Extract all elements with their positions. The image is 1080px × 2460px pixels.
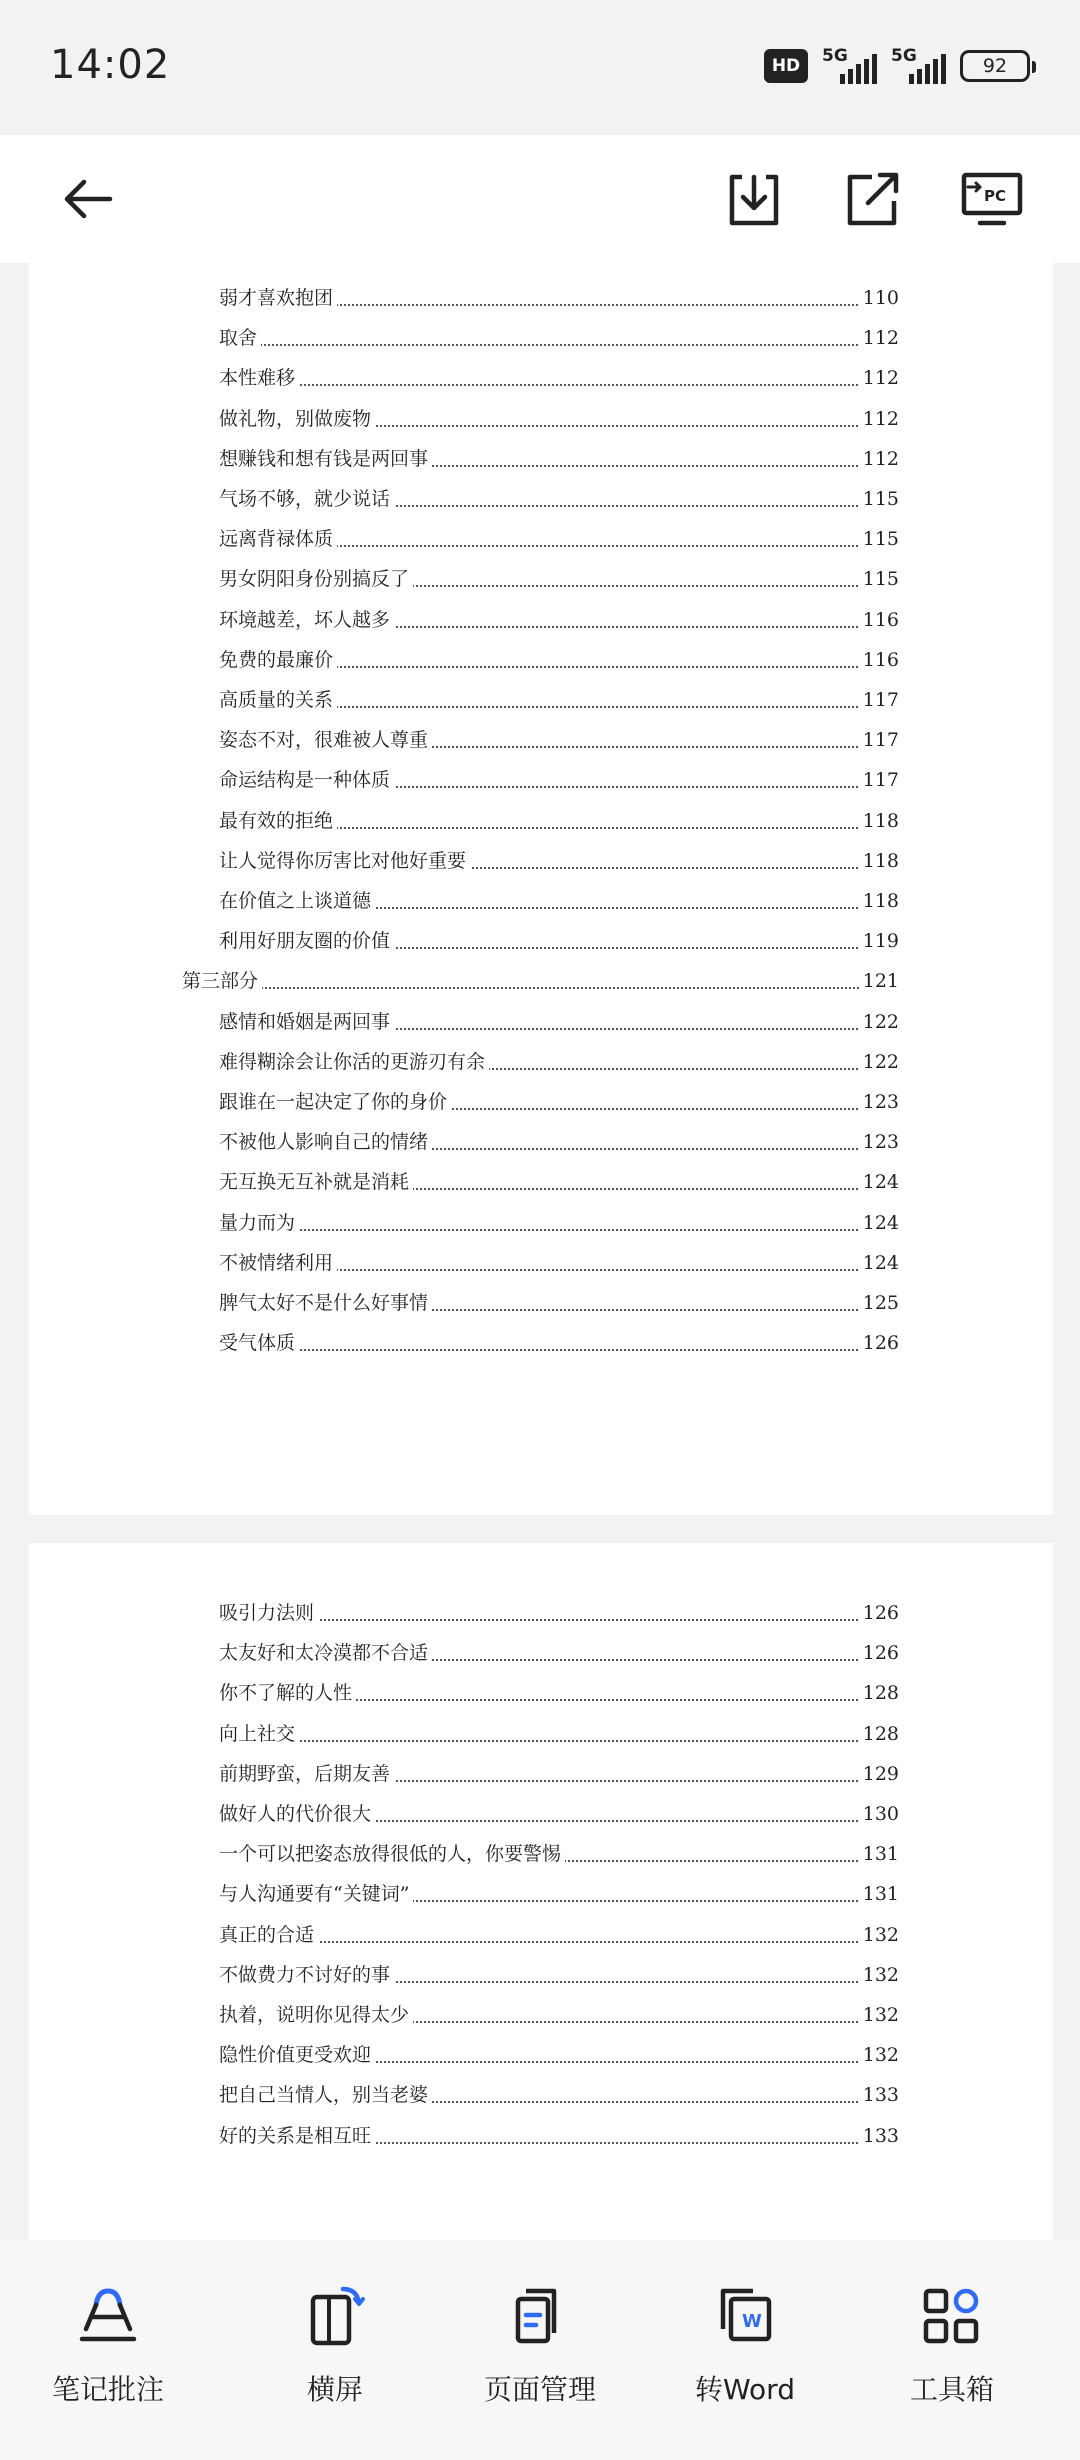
toc-entry[interactable] bbox=[29, 760, 1053, 800]
toc-entry-page-number: 122 bbox=[859, 1042, 899, 1082]
toc-entry[interactable] bbox=[29, 1794, 1053, 1834]
toc-entry[interactable] bbox=[29, 1122, 1053, 1162]
toc-entry[interactable] bbox=[29, 519, 1053, 559]
toc-entry[interactable] bbox=[29, 399, 1053, 439]
signal-5g-icon-2 bbox=[891, 48, 946, 84]
convert-word-button[interactable] bbox=[660, 2280, 830, 2420]
toc-entry-page-number: 122 bbox=[859, 1002, 899, 1042]
toc-entry[interactable] bbox=[29, 479, 1053, 519]
toc-entry[interactable] bbox=[29, 2035, 1053, 2075]
convert-word-label: 转Word bbox=[695, 2373, 795, 2406]
network-type-label-2: 5G bbox=[891, 46, 917, 66]
toc-entry-page-number: 123 bbox=[859, 1082, 899, 1122]
toc-entry-title: 在价值之上谈道德 bbox=[219, 881, 375, 921]
toc-entry[interactable] bbox=[29, 600, 1053, 640]
toc-entry-title: 取舍 bbox=[219, 318, 261, 358]
pdf-page bbox=[29, 1543, 1053, 2240]
toc-entry-title: 做好人的代价很大 bbox=[219, 1794, 375, 1834]
annotate-label: 笔记批注 bbox=[51, 2373, 164, 2406]
toc-entry[interactable] bbox=[29, 2075, 1053, 2115]
download-button[interactable] bbox=[706, 151, 802, 247]
toc-entry-page-number: 112 bbox=[859, 399, 899, 439]
toolbox-label: 工具箱 bbox=[909, 2373, 994, 2406]
toc-entry-title: 把自己当情人，别当老婆 bbox=[219, 2075, 432, 2115]
toc-entry[interactable] bbox=[29, 1754, 1053, 1794]
toc-entry-title: 真正的合适 bbox=[219, 1915, 318, 1955]
toc-leader-dots bbox=[219, 1941, 898, 1943]
toc-entry-page-number: 115 bbox=[859, 519, 899, 559]
toc-entry-page-number: 133 bbox=[859, 2075, 899, 2115]
toc-entry[interactable] bbox=[29, 1243, 1053, 1283]
toc-entry-page-number: 130 bbox=[859, 1794, 899, 1834]
toc-entry-page-number: 117 bbox=[859, 720, 899, 760]
arrow-left-icon bbox=[58, 169, 118, 229]
toc-entry-title: 弱才喜欢抱团 bbox=[219, 278, 337, 318]
toc-entry[interactable] bbox=[29, 1082, 1053, 1122]
toc-entry-title: 隐性价值更受欢迎 bbox=[219, 2035, 375, 2075]
toc-entry-page-number: 112 bbox=[859, 358, 899, 398]
toc-entry-title: 远离背禄体质 bbox=[219, 519, 337, 559]
download-icon bbox=[724, 169, 784, 229]
toc-entry-page-number: 128 bbox=[859, 1714, 899, 1754]
toc-leader-dots bbox=[219, 1349, 898, 1351]
cast-pc-icon bbox=[960, 169, 1024, 229]
toc-entry-page-number: 123 bbox=[859, 1122, 899, 1162]
toc-entry[interactable] bbox=[29, 1714, 1053, 1754]
toc-entry-page-number: 116 bbox=[859, 600, 899, 640]
toc-entry-page-number: 121 bbox=[859, 961, 899, 1001]
toc-entry-page-number: 132 bbox=[859, 1995, 899, 2035]
toc-entry[interactable] bbox=[29, 1834, 1053, 1874]
cast-pc-label: PC bbox=[984, 187, 1007, 205]
toc-entry[interactable] bbox=[29, 881, 1053, 921]
toc-entry[interactable] bbox=[29, 841, 1053, 881]
toc-leader-dots bbox=[219, 344, 898, 346]
toc-entry[interactable] bbox=[29, 1203, 1053, 1243]
toc-entry-page-number: 131 bbox=[859, 1874, 899, 1914]
toc-entry-title: 太友好和太冷漠都不合适 bbox=[219, 1633, 432, 1673]
toc-entry-title: 向上社交 bbox=[219, 1714, 299, 1754]
toc-entry-title: 感情和婚姻是两回事 bbox=[219, 1002, 394, 1042]
toc-entry[interactable] bbox=[29, 358, 1053, 398]
toc-entry-title: 第三部分 bbox=[182, 961, 262, 1001]
toc-entry-title: 不被他人影响自己的情绪 bbox=[219, 1122, 432, 1162]
document-viewer[interactable] bbox=[0, 263, 1080, 2240]
toc-entry-title: 量力而为 bbox=[219, 1203, 299, 1243]
toc-entry[interactable] bbox=[29, 559, 1053, 599]
toc-entry[interactable] bbox=[29, 1673, 1053, 1713]
toc-entry-title: 你不了解的人性 bbox=[219, 1673, 356, 1713]
toc-entry-page-number: 132 bbox=[859, 2035, 899, 2075]
toc-entry[interactable] bbox=[29, 961, 1053, 1001]
word-badge: W bbox=[742, 2311, 762, 2332]
bottom-toolbar bbox=[0, 2240, 1080, 2460]
toc-entry-title: 好的关系是相互旺 bbox=[219, 2116, 375, 2156]
toc-entry-title: 与人沟通要有“关键词” bbox=[219, 1874, 413, 1914]
toc-entry[interactable] bbox=[29, 1633, 1053, 1673]
toc-entry[interactable] bbox=[29, 1955, 1053, 1995]
toc-entry[interactable] bbox=[29, 2116, 1053, 2156]
toc-entry[interactable] bbox=[29, 720, 1053, 760]
rotate-landscape-icon bbox=[300, 2280, 370, 2350]
back-button[interactable] bbox=[40, 151, 136, 247]
landscape-label: 横屏 bbox=[306, 2373, 363, 2406]
toc-entry-title: 姿态不对，很难被人尊重 bbox=[219, 720, 432, 760]
toc-entry-title: 免费的最廉价 bbox=[219, 640, 337, 680]
toc-entry-title: 让人觉得你厉害比对他好重要 bbox=[219, 841, 470, 881]
toc-entry-page-number: 115 bbox=[859, 479, 899, 519]
toc-entry-title: 跟谁在一起决定了你的身价 bbox=[219, 1082, 451, 1122]
toc-entry-title: 脾气太好不是什么好事情 bbox=[219, 1283, 432, 1323]
toc-entry-page-number: 133 bbox=[859, 2116, 899, 2156]
toc-entry[interactable] bbox=[29, 1162, 1053, 1202]
toc-entry-title: 命运结构是一种体质 bbox=[219, 760, 394, 800]
convert-word-icon bbox=[710, 2280, 780, 2350]
toc-entry-title: 受气体质 bbox=[219, 1323, 299, 1363]
toc-entry-title: 想赚钱和想有钱是两回事 bbox=[219, 439, 432, 479]
toc-entry-title: 气场不够，就少说话 bbox=[219, 479, 394, 519]
toc-entry-page-number: 124 bbox=[859, 1243, 899, 1283]
toc-entry-page-number: 110 bbox=[859, 278, 899, 318]
page-manage-icon bbox=[505, 2280, 575, 2350]
battery-icon bbox=[960, 50, 1030, 82]
status-bar bbox=[0, 0, 1080, 135]
toc-entry-page-number: 126 bbox=[859, 1593, 899, 1633]
toc-leader-dots bbox=[219, 384, 898, 386]
toc-entry-page-number: 128 bbox=[859, 1673, 899, 1713]
toc-entry-page-number: 117 bbox=[859, 680, 899, 720]
toc-entry[interactable] bbox=[29, 680, 1053, 720]
toc-entry[interactable] bbox=[29, 1323, 1053, 1363]
toc-entry[interactable] bbox=[29, 640, 1053, 680]
toc-entry[interactable] bbox=[29, 921, 1053, 961]
toc-entry[interactable] bbox=[29, 1002, 1053, 1042]
top-toolbar bbox=[0, 135, 1080, 263]
network-type-label: 5G bbox=[822, 46, 848, 66]
toc-entry-page-number: 124 bbox=[859, 1162, 899, 1202]
toc-leader-dots bbox=[219, 1740, 898, 1742]
toc-entry-title: 最有效的拒绝 bbox=[219, 801, 337, 841]
toc-leader-dots bbox=[219, 1229, 898, 1231]
share-icon bbox=[842, 169, 902, 229]
toc-entry-title: 利用好朋友圈的价值 bbox=[219, 921, 394, 961]
toc-entry[interactable] bbox=[29, 1042, 1053, 1082]
toc-entry[interactable] bbox=[29, 1995, 1053, 2035]
toc-entry-page-number: 118 bbox=[859, 881, 899, 921]
toc-entry[interactable] bbox=[29, 318, 1053, 358]
toc-entry[interactable] bbox=[29, 801, 1053, 841]
battery-level: 92 bbox=[982, 55, 1008, 77]
toc-entry-page-number: 124 bbox=[859, 1203, 899, 1243]
toc-entry-page-number: 115 bbox=[859, 559, 899, 599]
toc-entry[interactable] bbox=[29, 1593, 1053, 1633]
landscape-button[interactable] bbox=[250, 2280, 420, 2420]
toc-entry-title: 环境越差，坏人越多 bbox=[219, 600, 394, 640]
toc-entry-page-number: 125 bbox=[859, 1283, 899, 1323]
toolbox-icon bbox=[917, 2280, 987, 2350]
status-time: 14:02 bbox=[50, 42, 171, 88]
toc-entry-title: 本性难移 bbox=[219, 358, 299, 398]
toc-entry-page-number: 132 bbox=[859, 1915, 899, 1955]
toc-entry-title: 一个可以把姿态放得很低的人，你要警惕 bbox=[219, 1834, 565, 1874]
page-manage-label: 页面管理 bbox=[483, 2373, 596, 2406]
toc-entry-title: 吸引力法则 bbox=[219, 1593, 318, 1633]
toc-entry-page-number: 118 bbox=[859, 841, 899, 881]
toc-entry-page-number: 126 bbox=[859, 1323, 899, 1363]
toc-entry-title: 做礼物，别做废物 bbox=[219, 399, 375, 439]
toc-leader-dots bbox=[219, 1619, 898, 1621]
hd-voice-icon: HD bbox=[764, 49, 808, 83]
toc-entry-page-number: 131 bbox=[859, 1834, 899, 1874]
signal-5g-icon bbox=[822, 48, 877, 84]
toc-entry[interactable] bbox=[29, 1283, 1053, 1323]
toc-entry[interactable] bbox=[29, 439, 1053, 479]
cast-pc-button[interactable] bbox=[944, 151, 1040, 247]
toc-entry-page-number: 118 bbox=[859, 801, 899, 841]
toc-entry-page-number: 132 bbox=[859, 1955, 899, 1995]
toc-entry-title: 难得糊涂会让你活的更游刃有余 bbox=[219, 1042, 489, 1082]
toc-entry-page-number: 117 bbox=[859, 760, 899, 800]
share-button[interactable] bbox=[824, 151, 920, 247]
toc-entry[interactable] bbox=[29, 278, 1053, 318]
toc-entry-title: 前期野蛮，后期友善 bbox=[219, 1754, 394, 1794]
annotate-icon bbox=[73, 2280, 143, 2350]
toc-entry-title: 高质量的关系 bbox=[219, 680, 337, 720]
toc-entry[interactable] bbox=[29, 1874, 1053, 1914]
toc-entry-title: 无互换无互补就是消耗 bbox=[219, 1162, 413, 1202]
toolbox-button[interactable] bbox=[867, 2280, 1037, 2420]
status-indicators bbox=[764, 48, 1030, 84]
toc-entry-title: 不被情绪利用 bbox=[219, 1243, 337, 1283]
toc-entry-page-number: 119 bbox=[859, 921, 899, 961]
toc-entry-page-number: 126 bbox=[859, 1633, 899, 1673]
toc-entry-title: 男女阴阳身份别搞反了 bbox=[219, 559, 413, 599]
toc-entry-page-number: 112 bbox=[859, 318, 899, 358]
annotate-button[interactable] bbox=[23, 2280, 193, 2420]
toc-entry-page-number: 112 bbox=[859, 439, 899, 479]
toc-entry-title: 执着，说明你见得太少 bbox=[219, 1995, 413, 2035]
toc-leader-dots bbox=[182, 987, 898, 989]
toc-entry[interactable] bbox=[29, 1915, 1053, 1955]
toc-entry-page-number: 116 bbox=[859, 640, 899, 680]
toc-entry-title: 不做费力不讨好的事 bbox=[219, 1955, 394, 1995]
page-manage-button[interactable] bbox=[455, 2280, 625, 2420]
pdf-page bbox=[29, 263, 1053, 1515]
toc-entry-page-number: 129 bbox=[859, 1754, 899, 1794]
